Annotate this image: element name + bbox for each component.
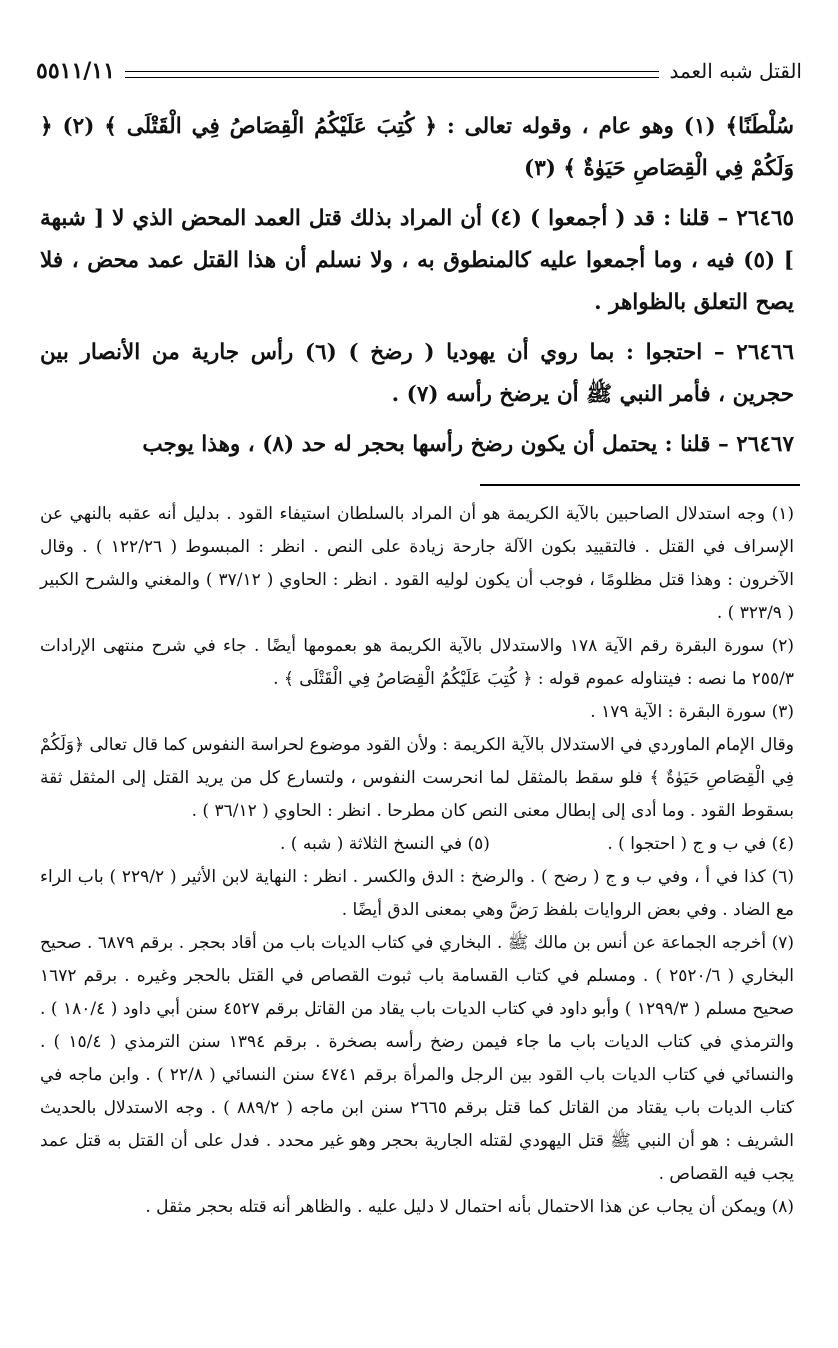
footnote-row-4-5: [40, 828, 794, 861]
footnote-6: (٦) كذا في أ ، وفي ب و ج ( رضح ) . والرضخ : الدق والكسر . انظر : النهاية لابن الأثير ( ٢٢٩/٢ ) باب الراء مع الضاد . وفي بعض الروايات بلفظ رَضَّ وهي بمعنى الدق أيضًا .: [40, 867, 794, 920]
main-text: [40, 106, 794, 474]
chapter-title: القتل شبه العمد: [669, 59, 802, 83]
paragraph-continuation: سُلْطَنًا﴾ (١) وهو عام ، وقوله تعالى : ﴿ كُتِبَ عَلَيْكُمُ الْقِصَاصُ فِي الْقَتْلَى ﴾ (٢) ﴿ وَلَكُمْ فِي الْقِصَاصِ حَيَوٰةٌ ﴾ (٣): [40, 114, 794, 181]
footnote-1: (١) وجه استدلال الصاحبين بالآية الكريمة هو أن المراد بالسلطان استيفاء القود . بدليل أنه عقبه بالنهي عن الإسراف في القتل . فالتقييد بكون الآلة جارحة زيادة على النص . انظر : المبسوط ( ١٢٢/٢٦ ) . وقال الآخرون : وهذا قتل مظلومًا ، فوجب أن يكون لوليه القود . انظر : الحاوي ( ٣٧/١٢ ) والمغني والشرح الكبير ( ٣٢٣/٩ ) .: [40, 504, 794, 623]
paragraph-26466: ٢٦٤٦٦ – احتجوا : بما روي أن يهوديا ( رضخ ) (٦) رأس جارية من الأنصار بين حجرين ، فأمر النبي ﷺ أن يرضخ رأسه (٧) .: [40, 340, 795, 407]
footnote-3-continued: وقال الإمام الماوردي في الاستدلال بالآية الكريمة : ولأن القود موضوع لحراسة النفوس كما قال تعالى ﴿وَلَكُمْ فِي الْقِصَاصِ حَيَوٰةٌ ﴾ فلو سقط بالمثقل لما انحرست النفوس ، ولتسارع كل من يريد القتل إلى المثقل ثقة بسقوط القود . وما أدى إلى إبطال معنى النص كان مطرحا . انظر : الحاوي ( ٣٦/١٢ ) .: [40, 735, 794, 821]
running-header: [36, 56, 802, 86]
paragraph-26465: ٢٦٤٦٥ – قلنا : قد ( أجمعوا ) (٤) أن المراد بذلك قتل العمد المحض الذي لا [ شبهة ] (٥) فيه ، وما أجمعوا عليه كالمنطوق به ، ولا نسلم أن هذا القتل عمد محض ، فلا يصح التعلق بالظواهر .: [40, 206, 795, 315]
footnotes: [40, 498, 794, 1224]
footnote-2: (٢) سورة البقرة رقم الآية ١٧٨ والاستدلال بالآية الكريمة هو بعمومها أيضًا . جاء في شرح منتهى الإرادات ٢٥٥/٣ ما نصه : فيتناوله عموم قوله : ﴿ كُتِبَ عَلَيْكُمُ الْقِصَاصُ فِي الْقَتْلَى ﴾ .: [40, 636, 794, 689]
footnote-4: (٤) في ب و ج ( احتجوا ) .: [607, 834, 794, 854]
page-number: ٥٥١١/١١: [36, 58, 115, 84]
footnote-5: (٥) في النسخ الثلاثة ( شبه ) .: [280, 834, 490, 854]
paragraph-26467: ٢٦٤٦٧ – قلنا : يحتمل أن يكون رضخ رأسها بحجر له حد (٨) ، وهذا يوجب: [142, 432, 794, 457]
footnote-7: (٧) أخرجه الجماعة عن أنس بن مالك ﷺ . البخاري في كتاب الديات باب من أقاد بحجر . برقم ٦٨٧٩ . صحيح البخاري ( ٢٥٢٠/٦ ) . ومسلم في كتاب القسامة باب ثبوت القصاص في القتل بالحجر وغيره . برقم ١٦٧٢ صحيح مسلم ( ١٢٩٩/٣ ) وأبو داود في كتاب الديات باب يقاد من القاتل برقم ٤٥٢٧ سنن أبي داود ( ١٨٠/٤ ) . والترمذي في كتاب الديات باب ما جاء فيمن رضخ رأسه بصخرة . برقم ١٣٩٤ سنن الترمذي ( ١٥/٤ ) . والنسائي في كتاب الديات باب القود بين الرجل والمرأة برقم ٤٧٤١ سنن النسائي ( ٢٢/٨ ) . وابن ماجه في كتاب الديات باب يقتاد من القاتل كما قتل برقم ٢٦٦٥ سنن ابن ماجه ( ٨٨٩/٢ ) . وجه الاستدلال بالحديث الشريف : هو أن النبي ﷺ قتل اليهودي لقتله الجارية بحجر وهو غير محدد . فدل على أن القتل به قتل عمد يجب فيه القصاص .: [40, 933, 795, 1184]
header-rule: [125, 71, 660, 78]
footnote-8: (٨) ويمكن أن يجاب عن هذا الاحتمال بأنه احتمال لا دليل عليه . والظاهر أنه قتله بحجر مثقل .: [145, 1197, 794, 1217]
footnote-separator: [480, 484, 800, 486]
footnote-3: (٣) سورة البقرة : الآية ١٧٩ .: [590, 702, 794, 722]
